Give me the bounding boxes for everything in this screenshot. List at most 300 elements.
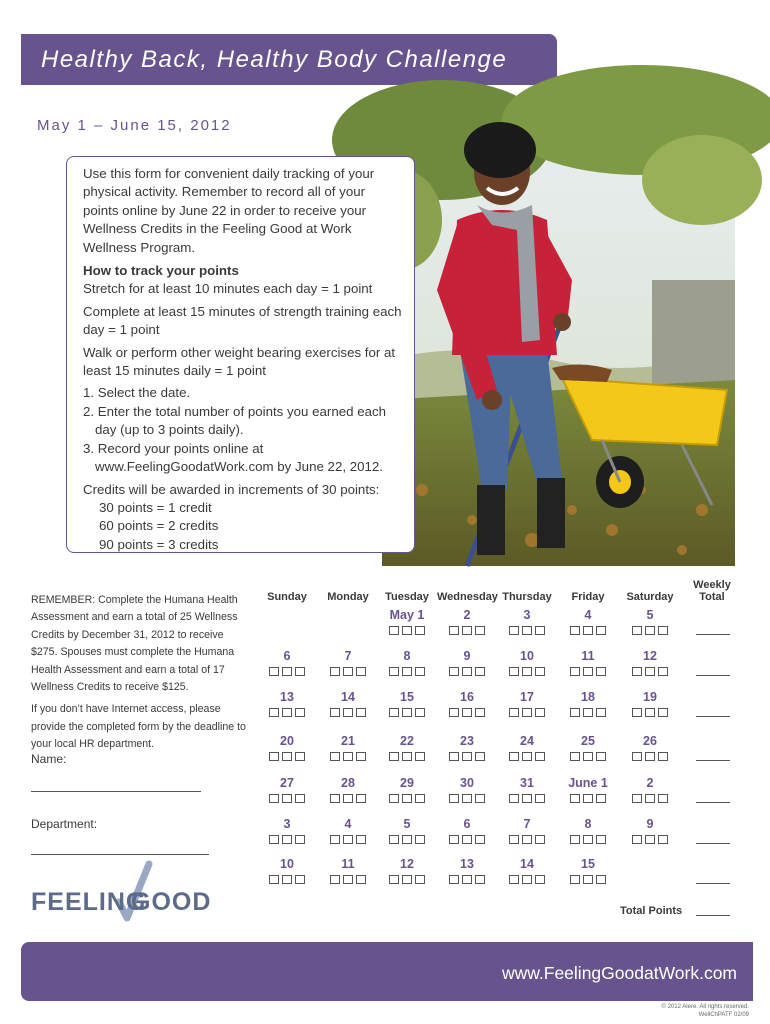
day-cell bbox=[257, 734, 317, 761]
day-header: Monday bbox=[327, 591, 369, 603]
weekly-label: Weekly bbox=[693, 579, 731, 591]
point-checkbox[interactable] bbox=[475, 875, 485, 884]
day-cell bbox=[620, 734, 680, 761]
point-checkbox[interactable] bbox=[570, 835, 580, 844]
point-checkbox[interactable] bbox=[269, 794, 279, 803]
point-checkbox[interactable] bbox=[343, 875, 353, 884]
weekly-total-line[interactable] bbox=[696, 883, 730, 884]
point-checkboxes bbox=[558, 794, 618, 803]
point-checkbox[interactable] bbox=[282, 875, 292, 884]
day-cell bbox=[497, 857, 557, 884]
credit-item: 90 points = 3 credits bbox=[99, 536, 219, 552]
point-checkbox[interactable] bbox=[535, 667, 545, 676]
point-checkbox[interactable] bbox=[475, 835, 485, 844]
day-cell bbox=[497, 734, 557, 761]
point-checkbox[interactable] bbox=[658, 667, 668, 676]
point-checkboxes bbox=[620, 708, 680, 717]
point-checkbox[interactable] bbox=[475, 752, 485, 761]
day-cell bbox=[377, 649, 437, 676]
point-checkbox[interactable] bbox=[462, 794, 472, 803]
day-number: 3 bbox=[523, 608, 531, 622]
point-checkboxes bbox=[620, 835, 680, 844]
point-checkbox[interactable] bbox=[645, 708, 655, 717]
point-checkbox[interactable] bbox=[645, 835, 655, 844]
day-number: 26 bbox=[643, 734, 657, 748]
point-checkbox[interactable] bbox=[389, 752, 399, 761]
how-to-heading: How to track your points bbox=[83, 263, 239, 279]
day-cell bbox=[437, 857, 497, 884]
logo-word-good: GOOD bbox=[131, 888, 212, 916]
day-cell bbox=[318, 690, 378, 717]
point-checkboxes bbox=[620, 794, 680, 803]
point-checkbox[interactable] bbox=[462, 626, 472, 635]
day-cell bbox=[377, 817, 437, 844]
point-checkbox[interactable] bbox=[356, 667, 366, 676]
day-number: 14 bbox=[520, 857, 534, 871]
day-cell bbox=[437, 690, 497, 717]
reminder-body: Complete the Humana Health Assessment and earn a total of 25 Wellness Credits by December 31, 2012 to receive $275. Spouses must complete the Humana Health Assessment and earn a total of 17 Wellness Credits to receive $125. bbox=[31, 594, 238, 694]
step-item: 3. Record your points online at www.FeelingGoodatWork.com by June 22, 2012. bbox=[83, 440, 384, 475]
day-cell bbox=[377, 734, 437, 761]
day-number: 10 bbox=[520, 649, 534, 663]
point-checkbox[interactable] bbox=[522, 667, 532, 676]
point-checkbox[interactable] bbox=[475, 667, 485, 676]
point-checkbox[interactable] bbox=[570, 875, 580, 884]
name-label: Name: bbox=[31, 752, 67, 766]
point-checkbox[interactable] bbox=[330, 752, 340, 761]
point-checkbox[interactable] bbox=[295, 752, 305, 761]
point-checkbox[interactable] bbox=[596, 626, 606, 635]
point-checkbox[interactable] bbox=[269, 875, 279, 884]
point-checkboxes bbox=[377, 667, 437, 676]
day-number: 29 bbox=[400, 776, 414, 790]
point-checkbox[interactable] bbox=[356, 875, 366, 884]
point-checkbox[interactable] bbox=[583, 626, 593, 635]
day-cell bbox=[377, 776, 437, 803]
day-cell bbox=[257, 776, 317, 803]
total-points-line[interactable] bbox=[696, 915, 730, 916]
day-cell bbox=[620, 776, 680, 803]
point-checkboxes bbox=[558, 835, 618, 844]
day-cell bbox=[558, 649, 618, 676]
internet-note: If you don’t have Internet access, please provide the completed form by the deadline to your local HR department. bbox=[31, 703, 246, 751]
weekly-total-line[interactable] bbox=[696, 634, 730, 635]
point-checkbox[interactable] bbox=[389, 875, 399, 884]
instructions-box bbox=[66, 156, 415, 553]
weekly-total-line[interactable] bbox=[696, 716, 730, 717]
website-banner[interactable]: www.FeelingGoodatWork.com bbox=[21, 942, 753, 1001]
point-checkboxes bbox=[497, 875, 557, 884]
point-checkbox[interactable] bbox=[402, 794, 412, 803]
department-input-line[interactable] bbox=[31, 853, 209, 855]
day-number: 4 bbox=[584, 608, 592, 622]
day-number: 15 bbox=[581, 857, 595, 871]
point-checkbox[interactable] bbox=[583, 667, 593, 676]
day-number: 11 bbox=[341, 857, 355, 871]
day-number: 10 bbox=[280, 857, 294, 871]
day-cell bbox=[558, 857, 618, 884]
day-cell bbox=[377, 690, 437, 717]
day-number: 24 bbox=[520, 734, 534, 748]
point-checkbox[interactable] bbox=[509, 875, 519, 884]
point-checkbox[interactable] bbox=[415, 835, 425, 844]
point-checkbox[interactable] bbox=[632, 667, 642, 676]
day-number: 16 bbox=[460, 690, 474, 704]
day-cell bbox=[318, 817, 378, 844]
point-checkbox[interactable] bbox=[535, 835, 545, 844]
day-number: 4 bbox=[344, 817, 352, 831]
point-checkbox[interactable] bbox=[343, 708, 353, 717]
point-checkbox[interactable] bbox=[282, 835, 292, 844]
point-checkbox[interactable] bbox=[449, 794, 459, 803]
day-header: Tuesday bbox=[385, 591, 429, 603]
day-cell bbox=[497, 776, 557, 803]
day-header: Thursday bbox=[502, 591, 552, 603]
point-checkbox[interactable] bbox=[632, 752, 642, 761]
point-checkbox[interactable] bbox=[535, 875, 545, 884]
point-checkboxes bbox=[558, 875, 618, 884]
point-checkbox[interactable] bbox=[535, 752, 545, 761]
point-checkbox[interactable] bbox=[402, 875, 412, 884]
point-checkboxes bbox=[497, 794, 557, 803]
point-checkboxes bbox=[377, 626, 437, 635]
point-checkbox[interactable] bbox=[522, 708, 532, 717]
date-range: May 1 – June 15, 2012 bbox=[37, 117, 232, 134]
point-checkboxes bbox=[437, 794, 497, 803]
point-checkbox[interactable] bbox=[462, 667, 472, 676]
day-cell bbox=[257, 649, 317, 676]
rule-item: Walk or perform other weight bearing exercises for at least 15 minutes daily = 1 point bbox=[83, 344, 396, 379]
point-checkbox[interactable] bbox=[269, 835, 279, 844]
point-checkbox[interactable] bbox=[475, 794, 485, 803]
point-checkboxes bbox=[437, 626, 497, 635]
day-number: 23 bbox=[460, 734, 474, 748]
copyright-line: © 2012 Alere. All rights reserved. bbox=[661, 1004, 749, 1010]
point-checkbox[interactable] bbox=[509, 752, 519, 761]
point-checkboxes bbox=[497, 626, 557, 635]
day-number: 15 bbox=[400, 690, 414, 704]
point-checkbox[interactable] bbox=[632, 835, 642, 844]
day-number: 13 bbox=[460, 857, 474, 871]
form-code: WellChPATF 02/09 bbox=[698, 1012, 749, 1018]
point-checkbox[interactable] bbox=[330, 835, 340, 844]
point-checkbox[interactable] bbox=[295, 794, 305, 803]
day-header: Saturday bbox=[626, 591, 674, 603]
point-checkbox[interactable] bbox=[356, 835, 366, 844]
point-checkbox[interactable] bbox=[658, 626, 668, 635]
point-checkbox[interactable] bbox=[658, 752, 668, 761]
day-cell bbox=[437, 649, 497, 676]
point-checkbox[interactable] bbox=[535, 708, 545, 717]
point-checkbox[interactable] bbox=[570, 752, 580, 761]
point-checkboxes bbox=[257, 835, 317, 844]
point-checkboxes bbox=[437, 875, 497, 884]
day-number: 12 bbox=[643, 649, 657, 663]
point-checkbox[interactable] bbox=[596, 875, 606, 884]
day-cell bbox=[318, 776, 378, 803]
day-number: 20 bbox=[280, 734, 294, 748]
point-checkbox[interactable] bbox=[522, 835, 532, 844]
point-checkbox[interactable] bbox=[475, 626, 485, 635]
day-cell bbox=[497, 608, 557, 635]
day-cell bbox=[558, 734, 618, 761]
point-checkbox[interactable] bbox=[402, 626, 412, 635]
day-number: 14 bbox=[341, 690, 355, 704]
day-number: 19 bbox=[643, 690, 657, 704]
day-cell bbox=[497, 690, 557, 717]
day-number: 27 bbox=[280, 776, 294, 790]
point-checkbox[interactable] bbox=[402, 752, 412, 761]
day-cell bbox=[377, 857, 437, 884]
day-number: June 1 bbox=[568, 776, 608, 790]
step-item: 2. Enter the total number of points you earned each day (up to 3 points daily). bbox=[83, 403, 387, 438]
point-checkbox[interactable] bbox=[658, 794, 668, 803]
point-checkbox[interactable] bbox=[356, 708, 366, 717]
day-number: 30 bbox=[460, 776, 474, 790]
day-number: 6 bbox=[283, 649, 291, 663]
day-number: 8 bbox=[584, 817, 592, 831]
day-cell bbox=[437, 734, 497, 761]
point-checkbox[interactable] bbox=[295, 667, 305, 676]
point-checkbox[interactable] bbox=[295, 708, 305, 717]
point-checkbox[interactable] bbox=[522, 752, 532, 761]
point-checkboxes bbox=[377, 835, 437, 844]
point-checkboxes bbox=[377, 708, 437, 717]
point-checkbox[interactable] bbox=[596, 708, 606, 717]
point-checkbox[interactable] bbox=[522, 626, 532, 635]
point-checkbox[interactable] bbox=[509, 667, 519, 676]
point-checkboxes bbox=[558, 708, 618, 717]
day-number: 22 bbox=[400, 734, 414, 748]
point-checkbox[interactable] bbox=[570, 794, 580, 803]
point-checkboxes bbox=[437, 708, 497, 717]
day-number: 17 bbox=[520, 690, 534, 704]
point-checkbox[interactable] bbox=[583, 875, 593, 884]
point-checkboxes bbox=[558, 626, 618, 635]
day-number: 12 bbox=[400, 857, 414, 871]
point-checkbox[interactable] bbox=[415, 794, 425, 803]
day-cell bbox=[558, 776, 618, 803]
point-checkbox[interactable] bbox=[509, 626, 519, 635]
point-checkbox[interactable] bbox=[389, 794, 399, 803]
point-checkbox[interactable] bbox=[330, 875, 340, 884]
day-cell bbox=[257, 690, 317, 717]
point-checkboxes bbox=[318, 752, 378, 761]
point-checkbox[interactable] bbox=[415, 875, 425, 884]
point-checkbox[interactable] bbox=[389, 708, 399, 717]
point-checkbox[interactable] bbox=[658, 708, 668, 717]
day-cell bbox=[620, 649, 680, 676]
point-checkbox[interactable] bbox=[645, 626, 655, 635]
point-checkbox[interactable] bbox=[269, 667, 279, 676]
point-checkbox[interactable] bbox=[570, 708, 580, 717]
point-checkbox[interactable] bbox=[415, 708, 425, 717]
point-checkbox[interactable] bbox=[509, 835, 519, 844]
day-number: 6 bbox=[463, 817, 471, 831]
point-checkbox[interactable] bbox=[415, 626, 425, 635]
weekly-total-line[interactable] bbox=[696, 760, 730, 761]
weekly-total-line[interactable] bbox=[696, 802, 730, 803]
point-checkbox[interactable] bbox=[356, 752, 366, 761]
day-header: Sunday bbox=[267, 591, 307, 603]
point-checkboxes bbox=[558, 752, 618, 761]
point-checkbox[interactable] bbox=[449, 667, 459, 676]
day-number: 5 bbox=[403, 817, 411, 831]
point-checkbox[interactable] bbox=[658, 835, 668, 844]
credit-item: 60 points = 2 credits bbox=[99, 518, 219, 534]
point-checkboxes bbox=[437, 752, 497, 761]
point-checkbox[interactable] bbox=[462, 875, 472, 884]
point-checkbox[interactable] bbox=[269, 752, 279, 761]
point-checkbox[interactable] bbox=[596, 835, 606, 844]
point-checkbox[interactable] bbox=[415, 667, 425, 676]
day-number: 18 bbox=[581, 690, 595, 704]
photo-woman-raking-leaves bbox=[382, 110, 735, 566]
point-checkbox[interactable] bbox=[645, 794, 655, 803]
day-number: 11 bbox=[581, 649, 595, 663]
weekly-total-line[interactable] bbox=[696, 675, 730, 676]
point-checkbox[interactable] bbox=[282, 794, 292, 803]
point-checkbox[interactable] bbox=[343, 752, 353, 761]
point-checkbox[interactable] bbox=[462, 708, 472, 717]
day-cell bbox=[497, 817, 557, 844]
point-checkboxes bbox=[257, 667, 317, 676]
point-checkboxes bbox=[497, 667, 557, 676]
rule-item: Stretch for at least 10 minutes each day = 1 point bbox=[83, 281, 373, 297]
point-checkbox[interactable] bbox=[583, 835, 593, 844]
point-checkbox[interactable] bbox=[596, 794, 606, 803]
point-checkbox[interactable] bbox=[535, 626, 545, 635]
day-number: 2 bbox=[646, 776, 654, 790]
reminder-text bbox=[31, 592, 246, 754]
point-checkbox[interactable] bbox=[522, 875, 532, 884]
day-number: May 1 bbox=[389, 608, 425, 622]
point-checkboxes bbox=[318, 835, 378, 844]
point-checkbox[interactable] bbox=[343, 794, 353, 803]
point-checkbox[interactable] bbox=[522, 794, 532, 803]
point-checkboxes bbox=[257, 708, 317, 717]
point-checkbox[interactable] bbox=[402, 708, 412, 717]
point-checkboxes bbox=[257, 794, 317, 803]
total-points-label: Total Points bbox=[620, 905, 683, 917]
point-checkbox[interactable] bbox=[389, 626, 399, 635]
day-cell bbox=[437, 776, 497, 803]
point-checkbox[interactable] bbox=[282, 667, 292, 676]
point-checkbox[interactable] bbox=[535, 794, 545, 803]
point-checkboxes bbox=[620, 626, 680, 635]
step-item: 1. Select the date. bbox=[83, 385, 191, 401]
point-checkbox[interactable] bbox=[462, 835, 472, 844]
point-checkbox[interactable] bbox=[596, 667, 606, 676]
intro-text: Use this form for convenient daily tracking of your physical activity. Remember to record all of your points online by June 22 in order to receive your Wellness Credits in the Feeling Good at Work Wellness Program. bbox=[83, 166, 375, 255]
point-checkbox[interactable] bbox=[570, 626, 580, 635]
point-checkbox[interactable] bbox=[596, 752, 606, 761]
day-number: 9 bbox=[463, 649, 471, 663]
day-cell bbox=[257, 817, 317, 844]
point-checkbox[interactable] bbox=[402, 835, 412, 844]
day-number: 3 bbox=[283, 817, 291, 831]
day-number: 7 bbox=[523, 817, 531, 831]
point-checkbox[interactable] bbox=[449, 626, 459, 635]
day-cell bbox=[620, 608, 680, 635]
weekly-total-line[interactable] bbox=[696, 843, 730, 844]
day-number: 9 bbox=[646, 817, 654, 831]
point-checkboxes bbox=[318, 875, 378, 884]
point-checkboxes bbox=[497, 752, 557, 761]
point-checkbox[interactable] bbox=[583, 752, 593, 761]
point-checkbox[interactable] bbox=[632, 626, 642, 635]
point-checkbox[interactable] bbox=[356, 794, 366, 803]
point-checkboxes bbox=[318, 667, 378, 676]
feeling-good-logo bbox=[31, 862, 212, 924]
point-checkbox[interactable] bbox=[462, 752, 472, 761]
point-checkbox[interactable] bbox=[509, 708, 519, 717]
day-cell bbox=[377, 608, 437, 635]
point-checkbox[interactable] bbox=[449, 752, 459, 761]
day-number: 2 bbox=[463, 608, 471, 622]
point-checkbox[interactable] bbox=[282, 752, 292, 761]
point-checkbox[interactable] bbox=[389, 667, 399, 676]
name-input-line[interactable] bbox=[31, 790, 201, 792]
point-checkbox[interactable] bbox=[343, 835, 353, 844]
point-checkboxes bbox=[377, 875, 437, 884]
reminder-lead: REMEMBER: bbox=[31, 594, 96, 606]
point-checkbox[interactable] bbox=[509, 794, 519, 803]
day-cell bbox=[558, 608, 618, 635]
point-checkboxes bbox=[377, 752, 437, 761]
point-checkbox[interactable] bbox=[645, 667, 655, 676]
point-checkbox[interactable] bbox=[330, 708, 340, 717]
day-cell bbox=[620, 690, 680, 717]
point-checkbox[interactable] bbox=[330, 794, 340, 803]
point-checkbox[interactable] bbox=[295, 875, 305, 884]
point-checkboxes bbox=[437, 835, 497, 844]
point-checkboxes bbox=[558, 667, 618, 676]
point-checkbox[interactable] bbox=[583, 794, 593, 803]
point-checkbox[interactable] bbox=[475, 708, 485, 717]
day-cell bbox=[497, 649, 557, 676]
point-checkbox[interactable] bbox=[295, 835, 305, 844]
point-checkbox[interactable] bbox=[632, 794, 642, 803]
point-checkbox[interactable] bbox=[645, 752, 655, 761]
point-checkbox[interactable] bbox=[449, 708, 459, 717]
point-checkbox[interactable] bbox=[570, 667, 580, 676]
day-cell bbox=[437, 817, 497, 844]
point-checkbox[interactable] bbox=[389, 835, 399, 844]
department-label: Department: bbox=[31, 817, 98, 831]
point-checkbox[interactable] bbox=[402, 667, 412, 676]
point-checkbox[interactable] bbox=[415, 752, 425, 761]
point-checkbox[interactable] bbox=[269, 708, 279, 717]
point-checkbox[interactable] bbox=[449, 835, 459, 844]
rule-item: Complete at least 15 minutes of strength training each day = 1 point bbox=[83, 303, 402, 338]
point-checkbox[interactable] bbox=[343, 667, 353, 676]
point-checkboxes bbox=[620, 752, 680, 761]
point-checkbox[interactable] bbox=[583, 708, 593, 717]
point-checkbox[interactable] bbox=[330, 667, 340, 676]
day-number: 25 bbox=[581, 734, 595, 748]
point-checkbox[interactable] bbox=[449, 875, 459, 884]
total-label: Total bbox=[699, 591, 725, 603]
page-title: Healthy Back, Healthy Body Challenge bbox=[21, 34, 557, 85]
copyright-text bbox=[662, 1003, 749, 1019]
point-checkboxes bbox=[437, 667, 497, 676]
day-cell bbox=[318, 734, 378, 761]
day-cell bbox=[558, 817, 618, 844]
point-checkbox[interactable] bbox=[282, 708, 292, 717]
credit-item: 30 points = 1 credit bbox=[99, 499, 212, 515]
point-checkbox[interactable] bbox=[632, 708, 642, 717]
